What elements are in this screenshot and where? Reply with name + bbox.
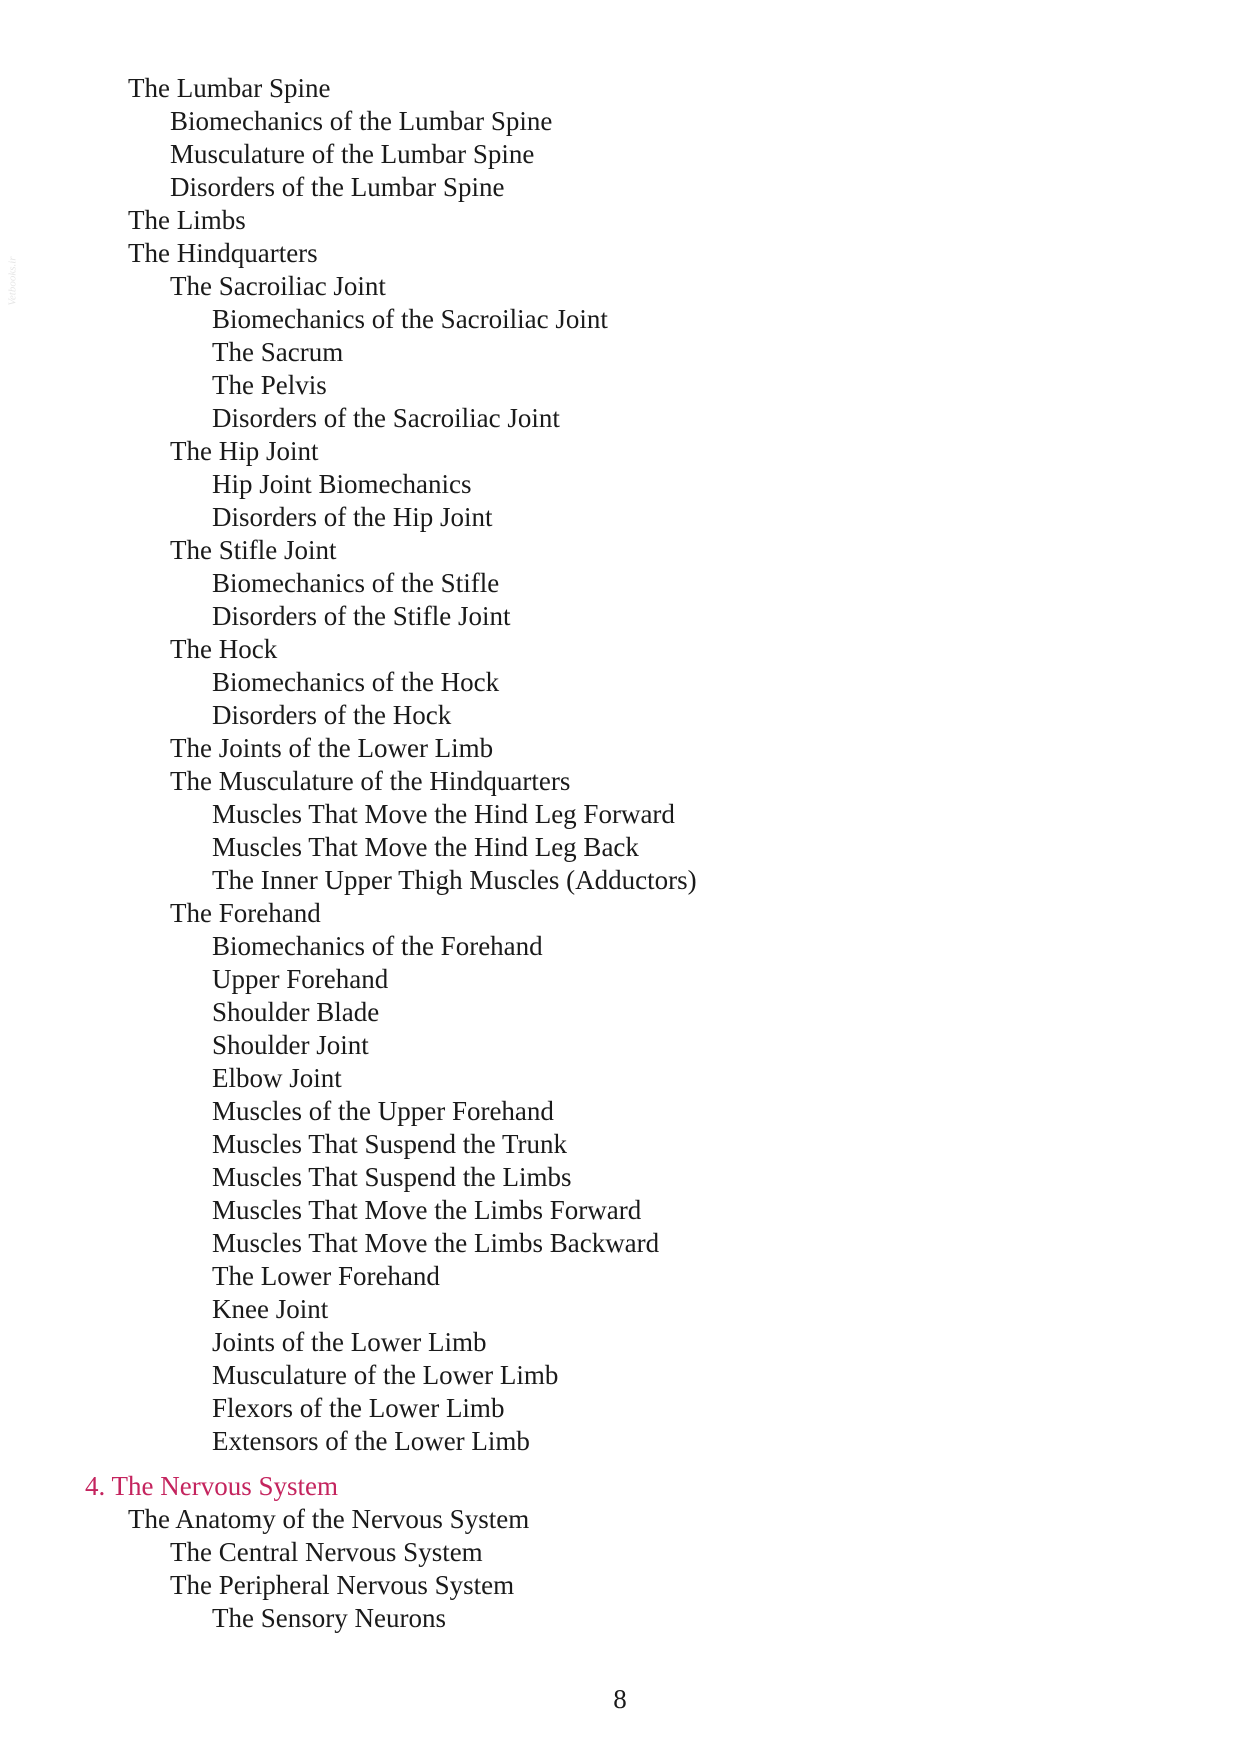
toc-entry: The Hindquarters (128, 238, 318, 268)
toc-entry: The Sacroiliac Joint (170, 271, 386, 301)
page-number: 8 (613, 1684, 627, 1714)
toc-entry: Muscles That Move the Hind Leg Forward (212, 799, 675, 829)
toc-entry: Disorders of the Stifle Joint (212, 601, 511, 631)
toc-entry: The Musculature of the Hindquarters (170, 766, 571, 796)
toc-entry: Knee Joint (212, 1294, 329, 1324)
toc-entry: Biomechanics of the Lumbar Spine (170, 106, 553, 136)
toc-entry: Musculature of the Lower Limb (212, 1360, 559, 1390)
toc-entry: The Sensory Neurons (212, 1603, 446, 1633)
toc-entry: Biomechanics of the Forehand (212, 931, 543, 961)
toc-entry: The Inner Upper Thigh Muscles (Adductors) (212, 865, 697, 895)
toc-entry: Elbow Joint (212, 1063, 342, 1093)
toc-entry: Disorders of the Hock (212, 700, 452, 730)
toc-entry: The Forehand (170, 898, 321, 928)
toc-entry: Muscles That Suspend the Trunk (212, 1129, 568, 1159)
toc-entry: Muscles That Move the Limbs Backward (212, 1228, 660, 1258)
toc-entry: Muscles That Move the Limbs Forward (212, 1195, 642, 1225)
toc-entry: The Stifle Joint (170, 535, 337, 565)
toc-entry: Muscles of the Upper Forehand (212, 1096, 554, 1126)
toc-entry: Disorders of the Lumbar Spine (170, 172, 505, 202)
toc-entry: Flexors of the Lower Limb (212, 1393, 505, 1423)
toc-entry: The Peripheral Nervous System (170, 1570, 515, 1600)
toc-entry: The Lower Forehand (212, 1261, 440, 1291)
toc-entry: The Central Nervous System (170, 1537, 483, 1567)
toc-entry: Joints of the Lower Limb (212, 1327, 487, 1357)
toc-entry: The Joints of the Lower Limb (170, 733, 494, 763)
toc-entry: The Limbs (128, 205, 246, 235)
toc-entry: The Lumbar Spine (128, 73, 331, 103)
side-watermark: Vetbooks.ir (6, 256, 19, 306)
toc-entry: The Sacrum (212, 337, 344, 367)
toc-entry: Extensors of the Lower Limb (212, 1426, 530, 1456)
toc-entry: Muscles That Move the Hind Leg Back (212, 832, 639, 862)
toc-entry: Musculature of the Lumbar Spine (170, 139, 535, 169)
toc-entry: Muscles That Suspend the Limbs (212, 1162, 572, 1192)
toc-entry: The Anatomy of the Nervous System (128, 1504, 530, 1534)
toc-entry: Biomechanics of the Hock (212, 667, 500, 697)
toc-entry: Shoulder Blade (212, 997, 380, 1027)
table-of-contents (0, 72, 1240, 1635)
toc-entry: The Pelvis (212, 370, 327, 400)
toc-entry: Biomechanics of the Sacroiliac Joint (212, 304, 608, 334)
chapter-heading: 4. The Nervous System (85, 1471, 338, 1501)
toc-entry: The Hock (170, 634, 278, 664)
toc-entry: Hip Joint Biomechanics (212, 469, 472, 499)
toc-entry: Disorders of the Hip Joint (212, 502, 493, 532)
toc-entry: Disorders of the Sacroiliac Joint (212, 403, 560, 433)
toc-entry: Biomechanics of the Stifle (212, 568, 500, 598)
toc-entry: Upper Forehand (212, 964, 389, 994)
toc-entry: The Hip Joint (170, 436, 319, 466)
toc-entry: Shoulder Joint (212, 1030, 369, 1060)
